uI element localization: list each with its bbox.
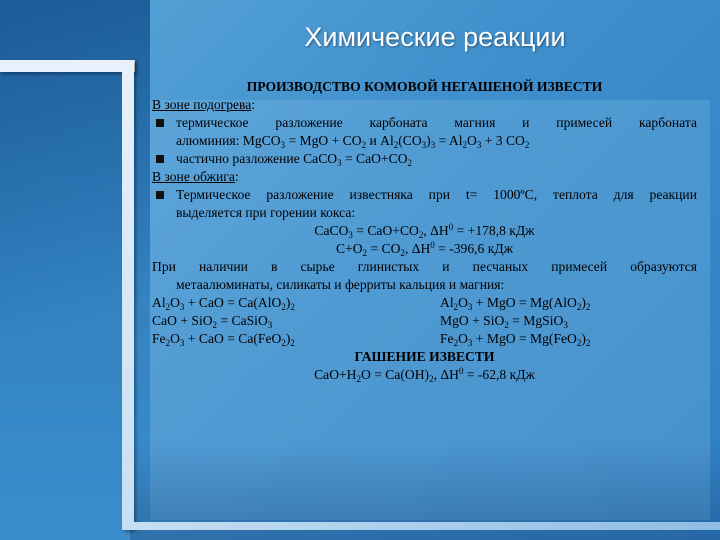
equation-right-1: $Al_2O_3$ + MgO = $Mg(AlO_2)_2$ — [440, 295, 591, 312]
equation-right-3: $Fe_2O_3$ + MgO = $Mg(FeO_2)_2$ — [440, 331, 591, 348]
bullet-1-line-2: алюминия: MgCO$_3$ = MgO + $CO_2$ и $Al_2(CO_3)_3 = Al_2O_3 + 3$ $CO_2$ — [176, 133, 530, 150]
paragraph-line-1: При наличии в сырье глинистых и песчаных примесей образуются — [152, 259, 697, 274]
bullet-item-1 — [152, 114, 697, 150]
paragraph-line-2: метаалюминаты, силикаты и ферриты кальция и магния: — [176, 277, 505, 292]
zone-heating-line — [152, 96, 697, 114]
bullet-1-line-1: термическое разложение карбоната магния и примесей карбоната — [176, 115, 697, 130]
equation-left-1: $Al_2O_3$ + CaO = $Ca(AlO_2)_2$ — [152, 295, 295, 312]
bullet-3-line-1: Термическое разложение известняка при t= 1000ºC, теплота для реакции — [176, 187, 697, 202]
bullet-3-line-2: выделяется при горении кокса: — [176, 205, 356, 220]
equation-right-2: MgO + SiO$_2$ = MgSiO$_3$ — [440, 313, 568, 330]
bullet-square-icon — [152, 114, 176, 150]
slide-content — [152, 78, 697, 384]
equation-limestone: CaCO$_3$ = $CaO+CO_2$, $\Delta H^0 = +178,8$ кДж — [314, 222, 535, 240]
bullet-square-icon — [152, 150, 176, 168]
equation-row-1 — [152, 294, 697, 312]
equation-left-3: $Fe_2O_3$ + CaO = $Ca(FeO_2)_2$ — [152, 331, 295, 348]
colon: : — [234, 169, 239, 184]
equation-left-2: CaO + SiO$_2$ = CaSiO$_3$ — [152, 313, 273, 330]
colon: : — [251, 97, 256, 112]
equation-row-2 — [152, 312, 697, 330]
bullet-item-3 — [152, 186, 697, 222]
zone-firing-label: В зоне обжига — [152, 169, 235, 184]
zone-firing-line — [152, 168, 697, 186]
bullet-square-icon — [152, 186, 176, 222]
zone-heating-label: В зоне подогрева — [152, 97, 252, 112]
equation-row-3 — [152, 330, 697, 348]
equation-slaking: $CaO+H_2O = Ca(OH)_2$, $\Delta H^0 = -62,8$ кДж — [314, 366, 535, 384]
frame-horizontal-bar — [0, 60, 135, 72]
bullet-2-line: частично разложение CaCO$_3$ = $CaO+CO_2$ — [176, 151, 413, 168]
equation-coke: $C+O_2 = CO_2$, $\Delta H^0 = -396,6$ кДж — [335, 240, 514, 258]
frame-bottom-bar — [122, 522, 720, 530]
bullet-item-2 — [152, 150, 697, 168]
frame-vertical-bar — [122, 60, 134, 530]
slide-title: Химические реакции — [304, 22, 566, 52]
heading-production: ПРОИЗВОДСТВО КОМОВОЙ НЕГАШЕНОЙ ИЗВЕСТИ — [246, 79, 603, 94]
heading-slaking: ГАШЕНИЕ ИЗВЕСТИ — [354, 349, 495, 364]
